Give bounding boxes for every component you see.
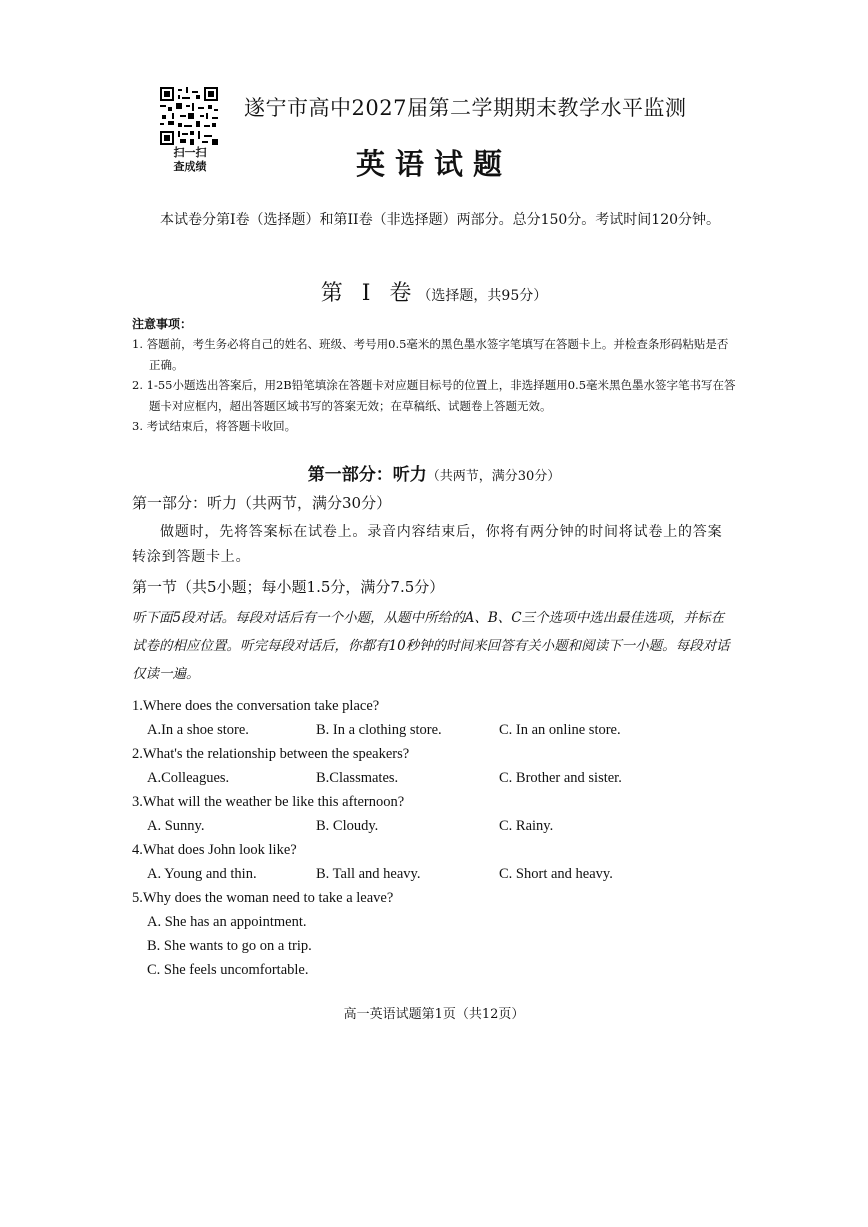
option-a: A. Sunny. [147, 818, 205, 834]
option-a: A. Young and thin. [147, 866, 257, 882]
option-b: B. She wants to go on a trip. [147, 938, 312, 954]
option-b: B. In a clothing store. [316, 722, 442, 738]
volume-title [0, 276, 868, 307]
section-title: 第一节（共5小题；每小题1.5分，满分7.5分） [132, 578, 445, 596]
option-row [132, 862, 752, 886]
volume-sub: （选择题，共95分） [417, 288, 548, 304]
question-stem: 1.Where does the conversation take place? [132, 698, 380, 714]
question-list [132, 694, 752, 982]
question-stem: 3.What will the weather be like this afternoon? [132, 794, 405, 810]
note-item: 3. 考试结束后，将答题卡收回。 [132, 419, 297, 433]
option-c: C. Brother and sister. [499, 770, 622, 786]
subject-title: 英语试题 [355, 147, 512, 181]
qr-caption-line1: 扫一扫 [173, 146, 207, 159]
option-a: A. She has an appointment. [147, 914, 307, 930]
option-row [132, 814, 752, 838]
listening-directions: 做题时，先将答案标在试卷上。录音内容结束后，你将有两分钟的时间将试卷上的答案转涂到答题卡上。 [132, 524, 723, 565]
volume-main: 第 I 卷 [320, 281, 418, 306]
part-heading-repeat: 第一部分：听力（共两节，满分30分） [132, 494, 392, 512]
option-c: C. Short and heavy. [499, 866, 613, 882]
option-c: C. In an online store. [499, 722, 621, 738]
question-stem: 2.What's the relationship between the speakers? [132, 746, 410, 762]
intro-paragraph: 本试卷分第I卷（选择题）和第II卷（非选择题）两部分。总分150分。考试时间120分钟。 [160, 212, 721, 228]
part-title-sub: （共两节，满分30分） [426, 469, 561, 484]
question-stem: 4.What does John look like? [132, 842, 297, 858]
part-title [0, 460, 868, 485]
notes-list [132, 334, 736, 437]
option-a: A.In a shoe store. [147, 722, 249, 738]
option-row [132, 766, 752, 790]
option-b: B. Tall and heavy. [316, 866, 421, 882]
option-a: A.Colleagues. [147, 770, 230, 786]
note-item: 1. 答题前，考生务必将自己的姓名、班级、考号用0.5毫米的黑色墨水签字笔填写在答题卡上。并检查条形码粘贴是否正确。 [132, 337, 729, 372]
exam-title: 遂宁市高中2027届第二学期期末教学水平监测 [244, 96, 687, 120]
option-row [132, 718, 752, 742]
qr-code [160, 87, 218, 145]
option-b: B.Classmates. [316, 770, 399, 786]
section-directions: 听下面5段对话。每段对话后有一个小题，从题中所给的A、B、C三个选项中选出最佳选项，并标在试卷的相应位置。听完每段对话后，你都有10秒钟的时间来回答有关小题和阅读下一小题。每段对话仅读一遍。 [132, 610, 730, 682]
note-item: 2. 1-55小题选出答案后，用2B铅笔填涂在答题卡对应题目标号的位置上，非选择题用0.5毫米黑色墨水签字笔书写在答题卡对应框内，超出答题区域书写的答案无效；在草稿纸、试题卷上答题无效。 [132, 378, 736, 413]
qr-caption-line2: 查成绩 [173, 160, 207, 173]
option-c: C. Rainy. [499, 818, 554, 834]
option-b: B. Cloudy. [316, 818, 379, 834]
question-stem: 5.Why does the woman need to take a leave? [132, 890, 394, 906]
part-title-main: 第一部分：听力 [307, 465, 427, 485]
notes-title: 注意事项： [132, 317, 193, 331]
page-footer: 高一英语试题第1页（共12页） [343, 1007, 525, 1022]
option-c: C. She feels uncomfortable. [147, 962, 309, 978]
